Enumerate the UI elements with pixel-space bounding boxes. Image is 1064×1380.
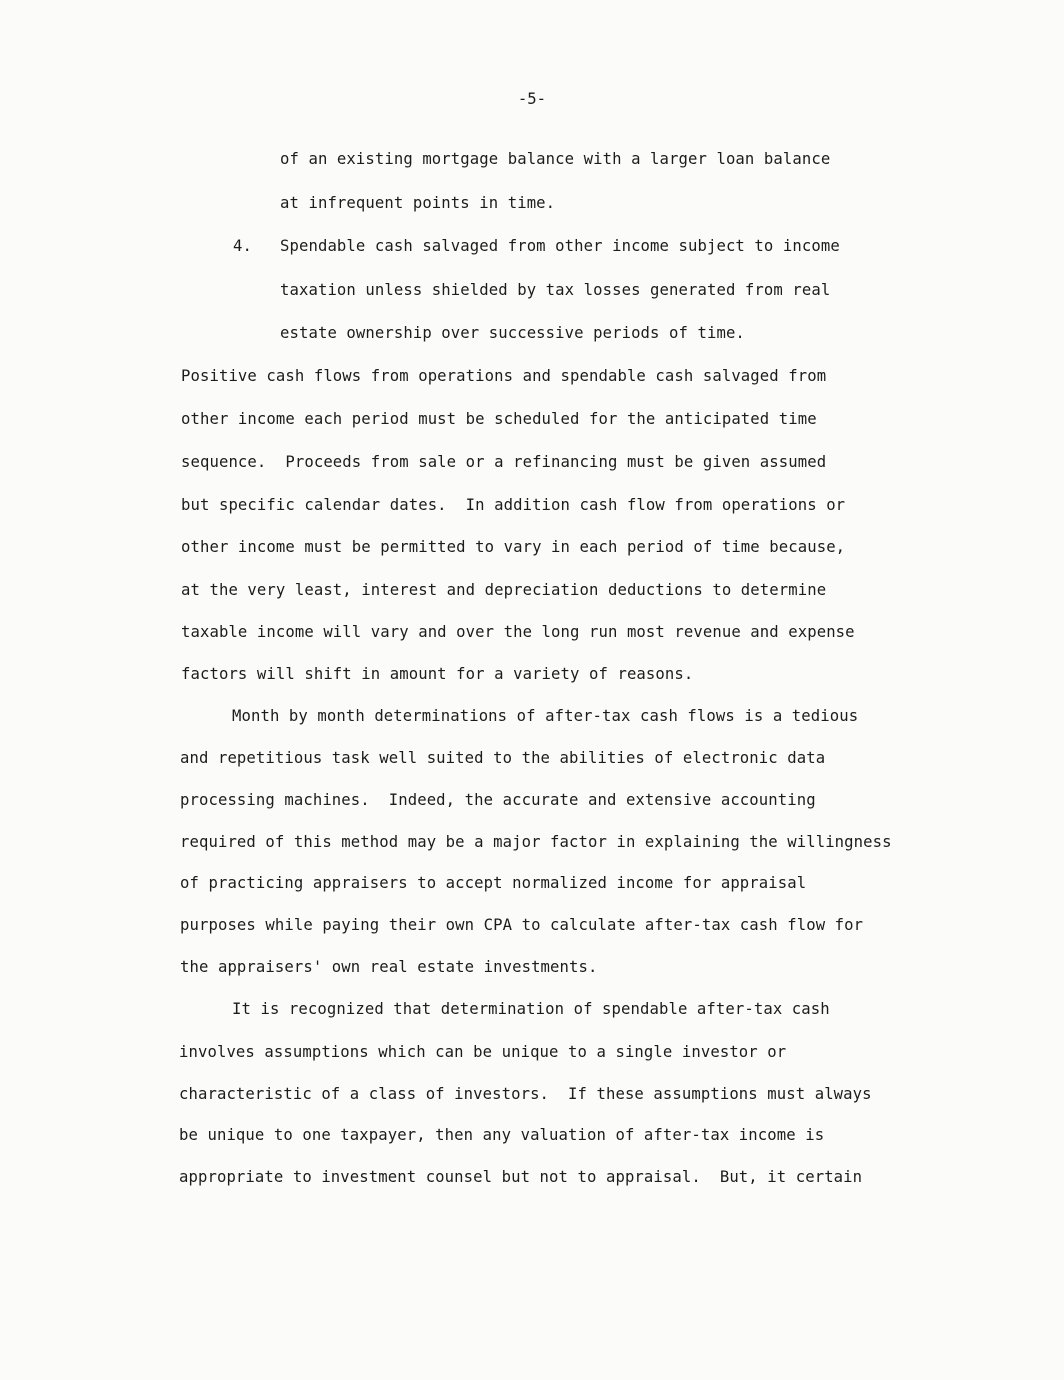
list-item-4-marker: 4. <box>233 237 252 255</box>
paragraph-2-line-4: required of this method may be a major factor in explaining the willingness <box>180 833 892 851</box>
paragraph-1-line-7: taxable income will vary and over the long run most revenue and expense <box>181 623 855 641</box>
paragraph-1-line-4: but specific calendar dates. In addition cash flow from operations or <box>181 496 846 514</box>
paragraph-3-line-2: involves assumptions which can be unique to a single investor or <box>179 1043 787 1061</box>
paragraph-1-line-1: Positive cash flows from operations and spendable cash salvaged from <box>181 367 827 385</box>
paragraph-3-line-3: characteristic of a class of investors. If these assumptions must always <box>179 1085 872 1103</box>
list-item-4-line-1: Spendable cash salvaged from other income subject to income <box>280 237 840 255</box>
paragraph-1-line-3: sequence. Proceeds from sale or a refinancing must be given assumed <box>181 453 827 471</box>
paragraph-2-line-1: Month by month determinations of after-tax cash flows is a tedious <box>232 707 859 725</box>
paragraph-2-line-5: of practicing appraisers to accept normalized income for appraisal <box>180 874 807 892</box>
list-item-4-line-3: estate ownership over successive periods of time. <box>280 324 745 342</box>
page-number: -5- <box>517 90 547 108</box>
paragraph-3-line-4: be unique to one taxpayer, then any valuation of after-tax income is <box>179 1126 825 1144</box>
paragraph-1-line-2: other income each period must be scheduled for the anticipated time <box>181 410 817 428</box>
continuation-line-2: at infrequent points in time. <box>280 194 556 212</box>
continuation-line-1: of an existing mortgage balance with a larger loan balance <box>280 150 831 168</box>
paragraph-3-line-5: appropriate to investment counsel but not to appraisal. But, it certain <box>179 1168 863 1186</box>
paragraph-2-line-6: purposes while paying their own CPA to calculate after-tax cash flow for <box>180 916 864 934</box>
paragraph-2-line-7: the appraisers' own real estate investments. <box>180 958 598 976</box>
paragraph-1-line-8: factors will shift in amount for a variety of reasons. <box>181 665 694 683</box>
paragraph-1-line-5: other income must be permitted to vary in each period of time because, <box>181 538 846 556</box>
paragraph-2-line-3: processing machines. Indeed, the accurate and extensive accounting <box>180 791 816 809</box>
paragraph-3-line-1: It is recognized that determination of spendable after-tax cash <box>232 1000 830 1018</box>
paragraph-2-line-2: and repetitious task well suited to the abilities of electronic data <box>180 749 826 767</box>
list-item-4-line-2: taxation unless shielded by tax losses generated from real <box>280 281 831 299</box>
paragraph-1-line-6: at the very least, interest and depreciation deductions to determine <box>181 581 827 599</box>
